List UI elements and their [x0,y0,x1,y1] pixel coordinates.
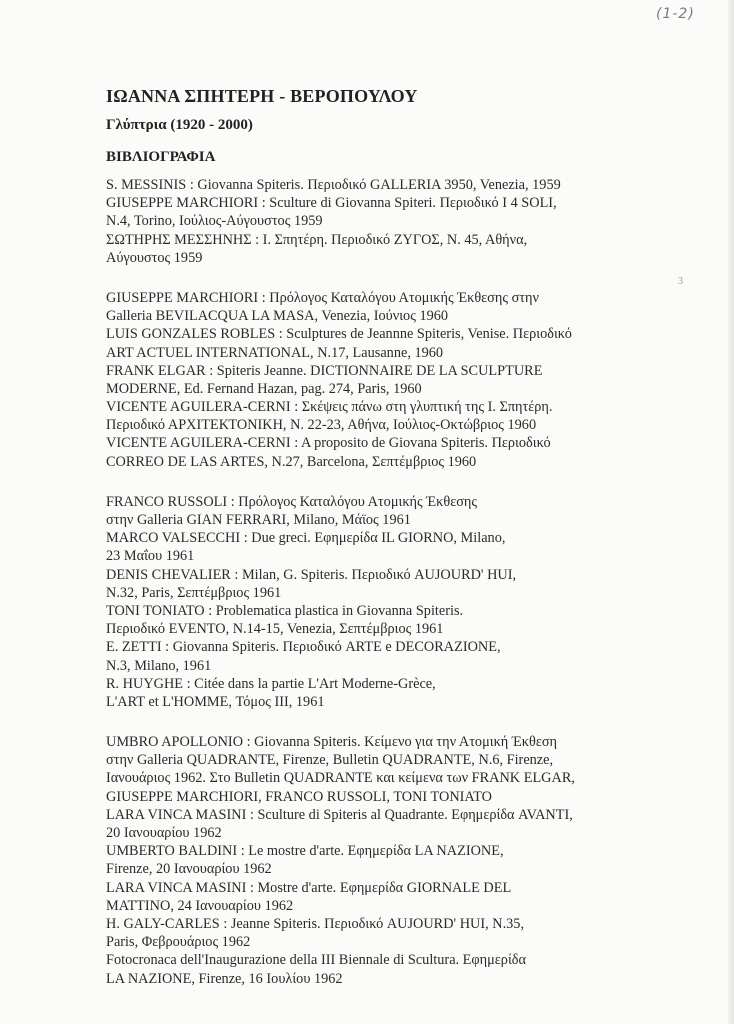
bibliography-line: LA NAZIONE, Firenze, 16 Ιουλίου 1962 [106,970,343,987]
bibliography-line: R. HUYGHE : Citée dans la partie L'Art Moderne-Grèce, [106,675,436,692]
bibliography-line: ART ACTUEL INTERNATIONAL, N.17, Lausanne, 1960 [106,344,444,361]
bibliography-line: FRANK ELGAR : Spiteris Jeanne. DICTIONNAIRE DE LA SCULPTURE [106,362,543,379]
bibliography-line: UMBRO APOLLONIO : Giovanna Spiteris. Κείμενο για την Ατομική Έκθεση [106,734,558,751]
bibliography-line: MODERNE, Ed. Fernand Hazan, pag. 274, Paris, 1960 [106,380,422,397]
bibliography-paragraph-1960 [106,289,686,471]
bibliography-line: MATTINO, 24 Ιανουαρίου 1962 [106,897,294,914]
bibliography-line: GIUSEPPE MARCHIORI : Πρόλογος Καταλόγου Ατομικής Έκθεσης στην [106,289,539,306]
bibliography-line: GIUSEPPE MARCHIORI, FRANCO RUSSOLI, TONI TONIATO [106,788,492,805]
bibliography-line: Galleria BEVILACQUA LA MASA, Venezia, Ιούνιος 1960 [106,308,449,325]
bibliography-line: N.3, Milano, 1961 [106,657,212,674]
bibliography-line: Περιοδικό ΑΡΧΙΤΕΚΤΟΝΙΚΗ, Ν. 22-23, Αθήνα, Ιούλιος-Οκτώβριος 1960 [106,417,537,434]
bibliography-line: Περιοδικό EVENTO, N.14-15, Venezia, Σεπτέμβριος 1961 [106,621,444,638]
bibliography-line: ΣΩΤΗΡΗΣ ΜΕΣΣΗΝΗΣ : Ι. Σπητέρη. Περιοδικό ΖΥΓΟΣ, Ν. 45, Αθήνα, [106,231,528,248]
bibliography-line: Paris, Φεβρουάριος 1962 [106,934,251,951]
bibliography-line: στην Galleria QUADRANTE, Firenze, Bulletin QUADRANTE, N.6, Firenze, [106,752,554,769]
bibliography-line: Αύγουστος 1959 [106,249,203,266]
bibliography-line: H. GALY-CARLES : Jeanne Spiteris. Περιοδικό AUJOURD' HUI, N.35, [106,915,525,932]
bibliography-line: MARCO VALSECCHI : Due greci. Εφημερίδα IL GIORNO, Milano, [106,530,506,547]
bibliography-line: N.4, Torino, Ιούλιος-Αύγουστος 1959 [106,213,323,230]
bibliography-line: VICENTE AGUILERA-CERNI : A proposito de Giovana Spiteris. Περιοδικό [106,435,551,452]
bibliography-line: L'ART et L'HOMME, Τόμος III, 1961 [106,693,325,710]
bibliography-line: 20 Ιανουαρίου 1962 [106,825,222,841]
bibliography-line: N.32, Paris, Σεπτέμβριος 1961 [106,584,282,601]
bibliography-line: LARA VINCA MASINI : Sculture di Spiteris al Quadrante. Εφημερίδα AVANTI, [106,806,573,823]
bibliography-line: S. MESSINIS : Giovanna Spiteris. Περιοδικό GALLERIA 3950, Venezia, 1959 [106,177,561,193]
bibliography-line: Ιανουάριος 1962. Στο Bulletin QUADRANTE και κείμενα των FRANK ELGAR, [106,770,575,787]
margin-mark: 3 [678,276,683,287]
section-heading: ΒΙΒΛΙΟΓΡΑΦΙΑ [106,149,216,165]
bibliography-line: Fotocronaca dell'Inaugurazione della III Biennale di Scultura. Εφημερίδα [106,952,527,969]
bibliography-line: TONI TONIATO : Problematica plastica in Giovanna Spiteris. [106,602,464,619]
page-number: (1-2) [656,6,695,22]
bibliography-paragraph-1961 [106,493,686,711]
bibliography-line: VICENTE AGUILERA-CERNI : Σκέψεις πάνω στη γλυπτική της Ι. Σπητέρη. [106,399,553,416]
document-title: ΙΩΑΝΝΑ ΣΠΗΤΕΡΗ - ΒΕΡΟΠΟΥΛΟΥ [106,86,418,106]
bibliography-line: DENIS CHEVALIER : Milan, G. Spiteris. Περιοδικό AUJOURD' HUI, [106,566,517,583]
bibliography-line: FRANCO RUSSOLI : Πρόλογος Καταλόγου Ατομικής Έκθεσης [106,493,478,510]
bibliography-line: LUIS GONZALES ROBLES : Sculptures de Jeannne Spiteris, Venise. Περιοδικό [106,326,572,343]
bibliography-line: UMBERTO BALDINI : Le mostre d'arte. Εφημερίδα LA NAZIONE, [106,843,504,860]
bibliography-line: E. ZETTI : Giovanna Spiteris. Περιοδικό ARTE e DECORAZIONE, [106,639,501,656]
bibliography-line: 23 Μαΐου 1961 [106,548,195,565]
bibliography-paragraph-1962 [106,733,686,988]
bibliography-list [106,176,686,1010]
bibliography-line: GIUSEPPE MARCHIORI : Sculture di Giovanna Spiteri. Περιοδικό I 4 SOLI, [106,195,557,212]
bibliography-line: LARA VINCA MASINI : Mostre d'arte. Εφημερίδα GIORNALE DEL [106,879,512,896]
bibliography-paragraph-1959 [106,176,686,267]
bibliography-line: στην Galleria GIAN FERRARI, Milano, Μάϊος 1961 [106,512,411,528]
document-subtitle: Γλύπτρια (1920 - 2000) [106,117,253,133]
page-edge [728,0,734,1024]
bibliography-line: CORREO DE LAS ARTES, N.27, Barcelona, Σεπτέμβριος 1960 [106,453,477,470]
bibliography-line: Firenze, 20 Ιανουαρίου 1962 [106,861,272,878]
